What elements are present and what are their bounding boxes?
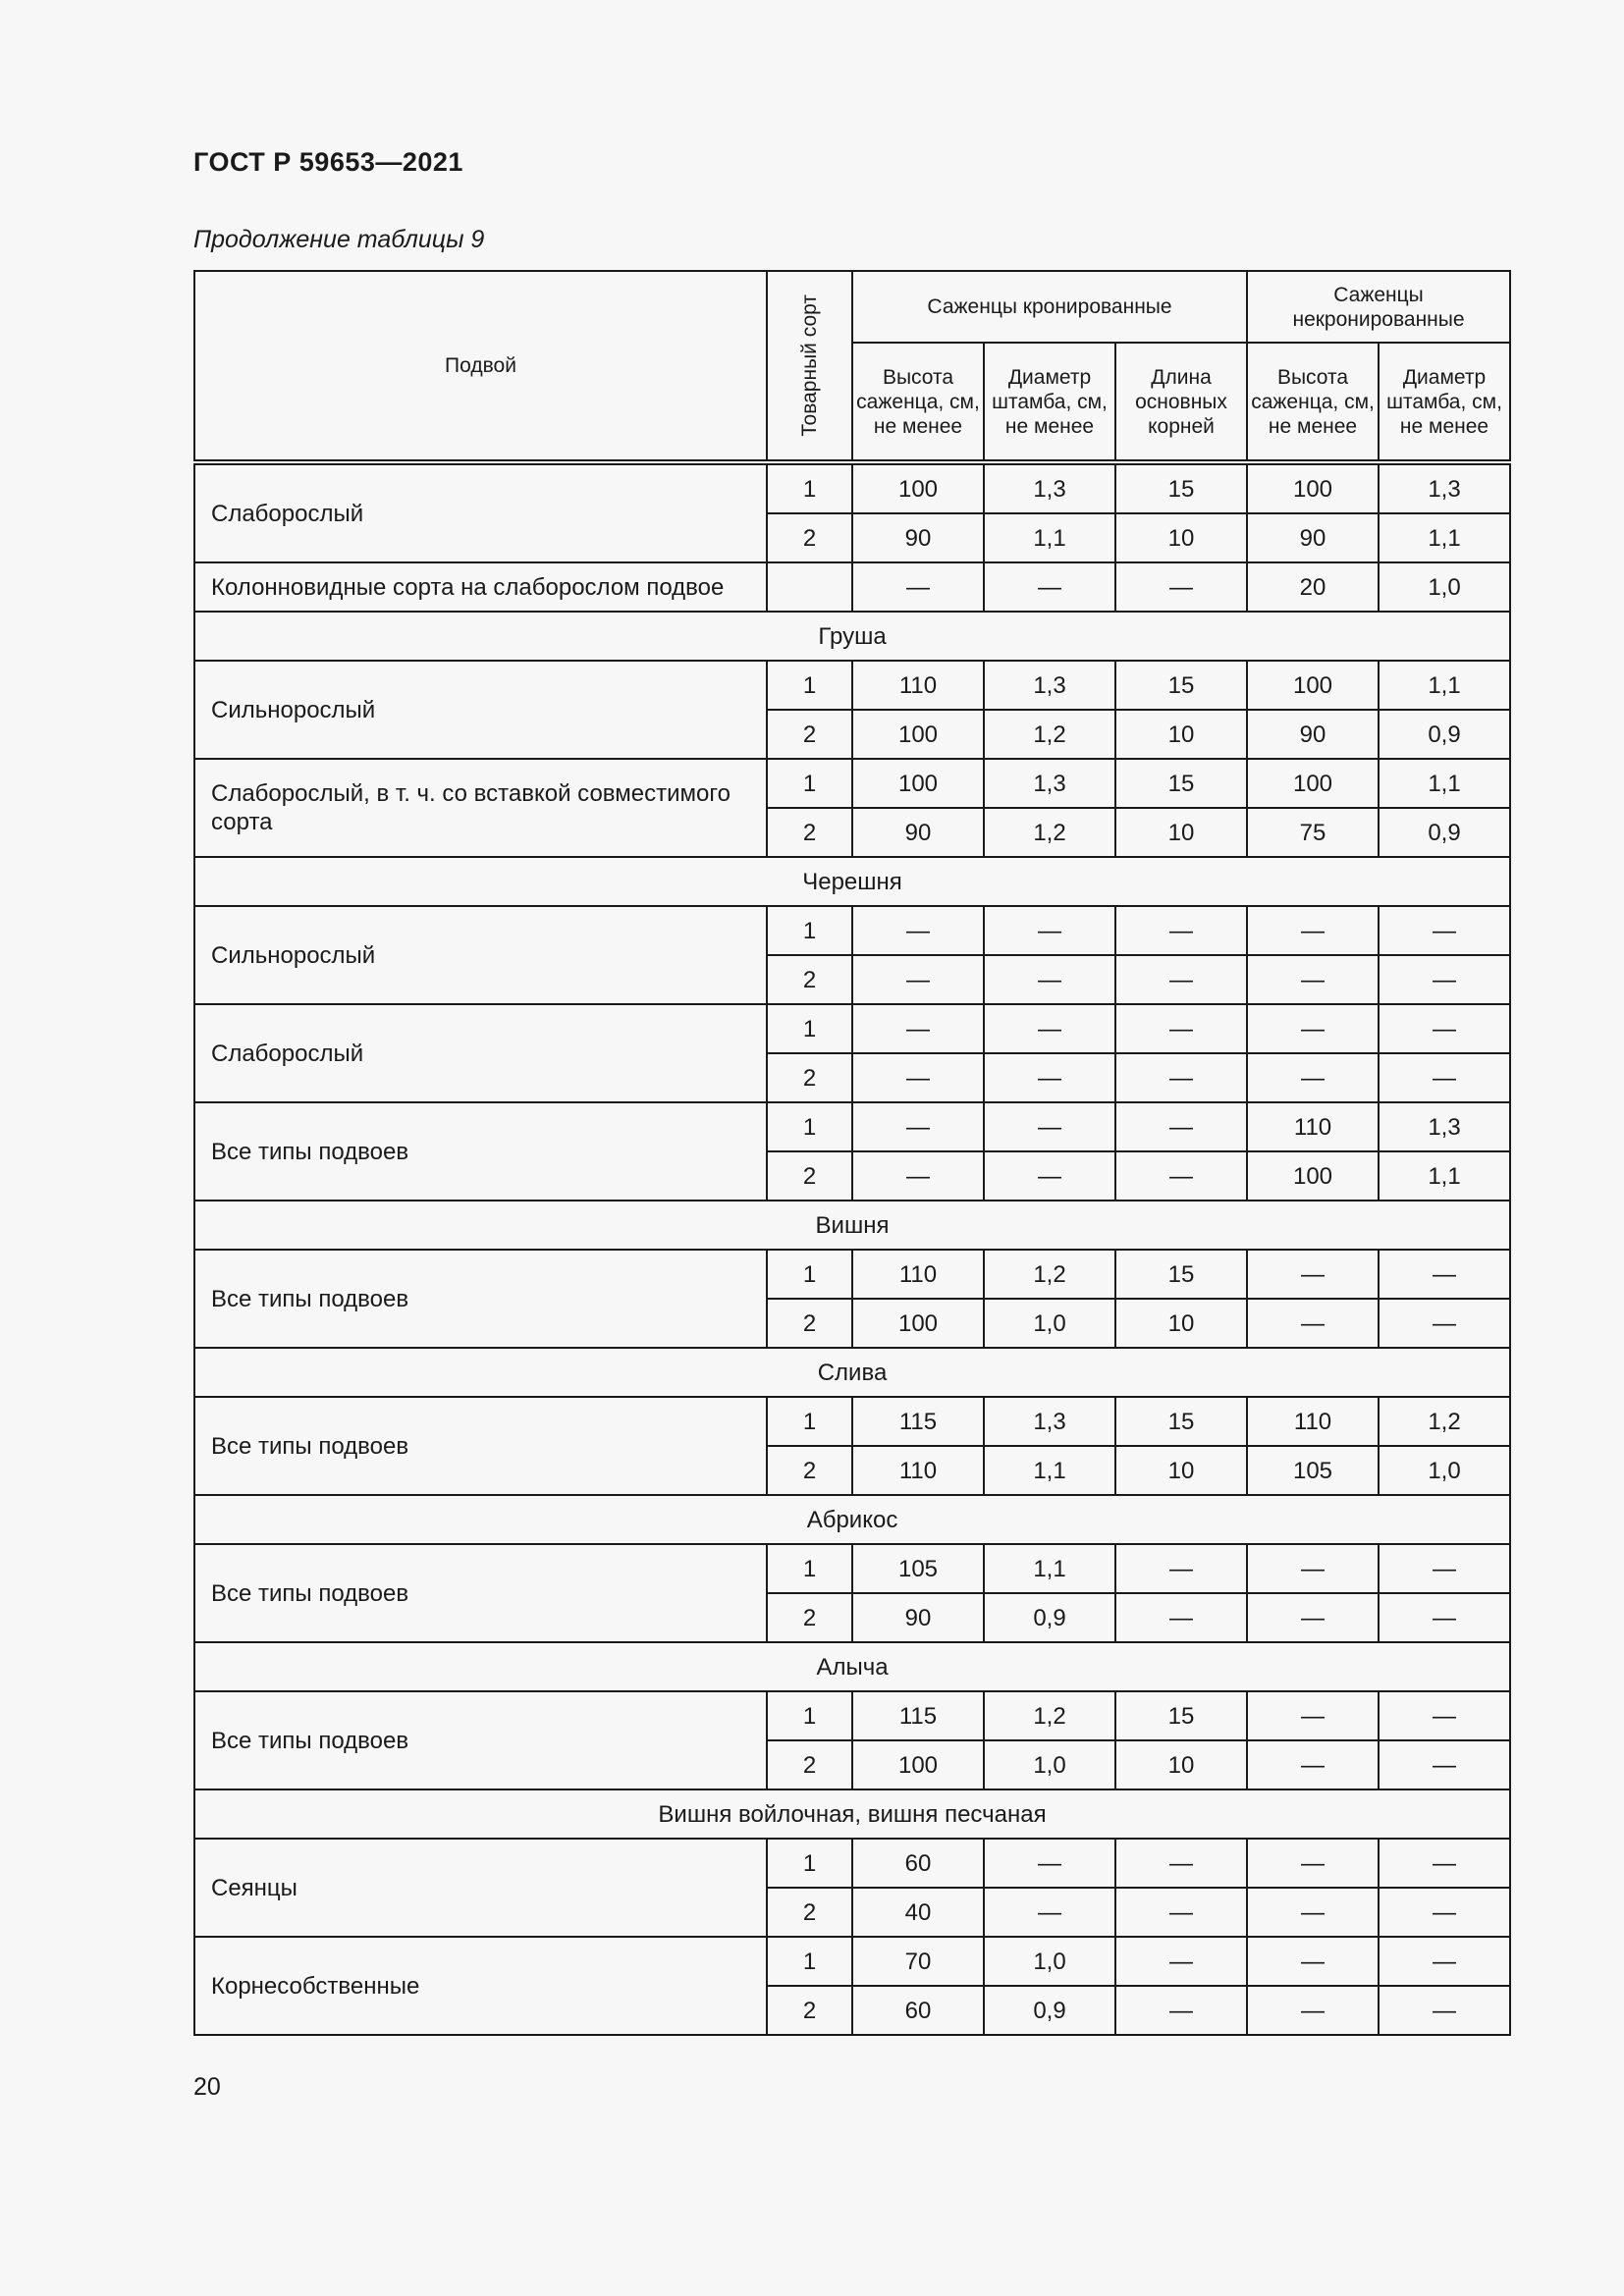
cell-c4: 105 xyxy=(1247,1446,1379,1495)
table-row xyxy=(194,1544,1510,1593)
table-row xyxy=(194,1004,1510,1053)
header-crowned-diameter: Диаметр штамба, см, не менее xyxy=(984,343,1115,462)
cell-c2: — xyxy=(984,906,1115,955)
cell-c3: 10 xyxy=(1115,513,1247,562)
cell-c2: — xyxy=(984,1839,1115,1888)
cell-grade: 1 xyxy=(767,1839,852,1888)
cell-c2: 1,3 xyxy=(984,661,1115,710)
cell-c1: 110 xyxy=(852,1446,984,1495)
cell-grade: 2 xyxy=(767,1986,852,2035)
cell-c3: 15 xyxy=(1115,1250,1247,1299)
cell-c5: 1,1 xyxy=(1379,661,1510,710)
table-group-row xyxy=(194,612,1510,661)
cell-c2: 1,2 xyxy=(984,1691,1115,1740)
table-row xyxy=(194,759,1510,808)
cell-c4: 20 xyxy=(1247,562,1379,612)
cell-c3: 10 xyxy=(1115,808,1247,857)
header-uncrowned-group: Саженцы некронированные xyxy=(1247,271,1510,343)
cell-c1: — xyxy=(852,1053,984,1102)
cell-c4: 100 xyxy=(1247,462,1379,513)
cell-grade: 2 xyxy=(767,1593,852,1642)
cell-c3: — xyxy=(1115,906,1247,955)
cell-c4: — xyxy=(1247,1593,1379,1642)
cell-c1: 90 xyxy=(852,513,984,562)
cell-c3: — xyxy=(1115,1937,1247,1986)
cell-c3: — xyxy=(1115,1986,1247,2035)
cell-c3: — xyxy=(1115,1053,1247,1102)
table-row xyxy=(194,1102,1510,1151)
cell-c2: 1,3 xyxy=(984,462,1115,513)
cell-c1: 100 xyxy=(852,710,984,759)
cell-c1: — xyxy=(852,1151,984,1201)
cell-c4: — xyxy=(1247,1691,1379,1740)
cell-c1: 110 xyxy=(852,661,984,710)
cell-podvoy: Все типы подвоев xyxy=(194,1544,767,1642)
cell-c5: — xyxy=(1379,1544,1510,1593)
group-heading: Груша xyxy=(194,612,1510,661)
cell-grade: 1 xyxy=(767,1691,852,1740)
cell-grade: 1 xyxy=(767,1397,852,1446)
table-body xyxy=(194,462,1510,2035)
group-heading: Вишня войлочная, вишня песчаная xyxy=(194,1789,1510,1839)
header-grade xyxy=(767,271,852,462)
cell-c1: 105 xyxy=(852,1544,984,1593)
cell-grade: 1 xyxy=(767,1544,852,1593)
cell-c3: — xyxy=(1115,1004,1247,1053)
cell-podvoy: Сеянцы xyxy=(194,1839,767,1937)
cell-c5: 1,1 xyxy=(1379,1151,1510,1201)
cell-c3: — xyxy=(1115,955,1247,1004)
table-group-row xyxy=(194,1348,1510,1397)
header-crowned-height: Высота саженца, см, не менее xyxy=(852,343,984,462)
cell-c4: — xyxy=(1247,1299,1379,1348)
cell-grade: 2 xyxy=(767,955,852,1004)
cell-c1: 90 xyxy=(852,808,984,857)
cell-c2: 1,1 xyxy=(984,513,1115,562)
cell-c5: 1,3 xyxy=(1379,462,1510,513)
cell-c5: 0,9 xyxy=(1379,710,1510,759)
cell-c4: 110 xyxy=(1247,1102,1379,1151)
cell-c4: — xyxy=(1247,1250,1379,1299)
cell-grade: 2 xyxy=(767,808,852,857)
cell-podvoy: Все типы подвоев xyxy=(194,1102,767,1201)
cell-c5: 1,2 xyxy=(1379,1397,1510,1446)
table-row xyxy=(194,906,1510,955)
cell-c3: 10 xyxy=(1115,1299,1247,1348)
cell-c2: 1,1 xyxy=(984,1446,1115,1495)
header-crowned-group: Саженцы кронированные xyxy=(852,271,1247,343)
cell-c3: 10 xyxy=(1115,710,1247,759)
cell-c2: — xyxy=(984,1004,1115,1053)
cell-c4: 90 xyxy=(1247,513,1379,562)
cell-c2: 1,1 xyxy=(984,1544,1115,1593)
group-heading: Черешня xyxy=(194,857,1510,906)
cell-c4: — xyxy=(1247,1053,1379,1102)
table-group-row xyxy=(194,1201,1510,1250)
table-row xyxy=(194,562,1510,612)
cell-c1: 115 xyxy=(852,1397,984,1446)
table-caption: Продолжение таблицы 9 xyxy=(193,226,485,253)
cell-c3: 15 xyxy=(1115,661,1247,710)
cell-grade: 1 xyxy=(767,661,852,710)
cell-grade: 2 xyxy=(767,513,852,562)
cell-c5: — xyxy=(1379,1299,1510,1348)
cell-c3: — xyxy=(1115,1888,1247,1937)
cell-c1: — xyxy=(852,955,984,1004)
cell-grade: 1 xyxy=(767,1102,852,1151)
cell-c5: — xyxy=(1379,1053,1510,1102)
table-row xyxy=(194,661,1510,710)
cell-c4: — xyxy=(1247,1544,1379,1593)
cell-grade: 2 xyxy=(767,1888,852,1937)
cell-c5: 1,3 xyxy=(1379,1102,1510,1151)
cell-c2: 1,3 xyxy=(984,759,1115,808)
cell-c2: — xyxy=(984,1151,1115,1201)
cell-grade: 1 xyxy=(767,906,852,955)
cell-c1: 70 xyxy=(852,1937,984,1986)
cell-grade: 2 xyxy=(767,1446,852,1495)
table-row xyxy=(194,1397,1510,1446)
cell-c1: — xyxy=(852,1102,984,1151)
seedlings-table xyxy=(193,270,1511,2036)
cell-c2: 1,0 xyxy=(984,1937,1115,1986)
cell-c2: 1,0 xyxy=(984,1299,1115,1348)
cell-c5: — xyxy=(1379,906,1510,955)
header-crowned-root-length: Длина основных корней xyxy=(1115,343,1247,462)
cell-c2: 1,3 xyxy=(984,1397,1115,1446)
cell-c4: — xyxy=(1247,1937,1379,1986)
header-uncrowned-diameter: Диаметр штамба, см, не менее xyxy=(1379,343,1510,462)
cell-c2: — xyxy=(984,562,1115,612)
cell-grade: 2 xyxy=(767,1299,852,1348)
cell-podvoy: Корнесобственные xyxy=(194,1937,767,2035)
cell-podvoy: Слаборослый xyxy=(194,1004,767,1102)
cell-c3: 15 xyxy=(1115,1397,1247,1446)
cell-podvoy: Сильнорослый xyxy=(194,661,767,759)
group-heading: Абрикос xyxy=(194,1495,1510,1544)
cell-grade: 1 xyxy=(767,462,852,513)
table-row xyxy=(194,1250,1510,1299)
cell-grade: 2 xyxy=(767,1740,852,1789)
cell-c5: 1,1 xyxy=(1379,759,1510,808)
cell-c2: — xyxy=(984,1053,1115,1102)
cell-grade: 2 xyxy=(767,710,852,759)
cell-c5: — xyxy=(1379,1937,1510,1986)
cell-c3: — xyxy=(1115,1593,1247,1642)
header-podvoy: Подвой xyxy=(194,271,767,462)
cell-c4: — xyxy=(1247,906,1379,955)
cell-c2: 1,2 xyxy=(984,808,1115,857)
cell-grade: 1 xyxy=(767,1937,852,1986)
cell-c4: 75 xyxy=(1247,808,1379,857)
cell-grade: 2 xyxy=(767,1053,852,1102)
table-group-row xyxy=(194,1495,1510,1544)
cell-c1: — xyxy=(852,562,984,612)
cell-c3: 10 xyxy=(1115,1740,1247,1789)
cell-c4: 100 xyxy=(1247,1151,1379,1201)
cell-c1: 100 xyxy=(852,462,984,513)
cell-c2: 1,2 xyxy=(984,710,1115,759)
cell-c5: — xyxy=(1379,1250,1510,1299)
table-group-row xyxy=(194,1642,1510,1691)
group-heading: Слива xyxy=(194,1348,1510,1397)
cell-c2: — xyxy=(984,1102,1115,1151)
cell-grade xyxy=(767,562,852,612)
cell-c4: — xyxy=(1247,1888,1379,1937)
cell-c5: — xyxy=(1379,1691,1510,1740)
cell-c2: 1,0 xyxy=(984,1740,1115,1789)
group-heading: Вишня xyxy=(194,1201,1510,1250)
cell-c3: 15 xyxy=(1115,462,1247,513)
cell-podvoy: Сильнорослый xyxy=(194,906,767,1004)
cell-c5: — xyxy=(1379,1004,1510,1053)
cell-c4: 100 xyxy=(1247,759,1379,808)
cell-podvoy: Все типы подвоев xyxy=(194,1397,767,1495)
cell-c3: 10 xyxy=(1115,1446,1247,1495)
cell-c4: 110 xyxy=(1247,1397,1379,1446)
cell-c4: — xyxy=(1247,1986,1379,2035)
cell-c3: — xyxy=(1115,1151,1247,1201)
cell-c3: — xyxy=(1115,562,1247,612)
cell-c1: 100 xyxy=(852,759,984,808)
cell-c5: — xyxy=(1379,1740,1510,1789)
cell-grade: 1 xyxy=(767,1250,852,1299)
cell-c2: 0,9 xyxy=(984,1593,1115,1642)
cell-c4: 100 xyxy=(1247,661,1379,710)
table-row xyxy=(194,1839,1510,1888)
cell-c4: — xyxy=(1247,955,1379,1004)
cell-c1: 60 xyxy=(852,1986,984,2035)
cell-c1: 40 xyxy=(852,1888,984,1937)
cell-c5: — xyxy=(1379,1888,1510,1937)
cell-c5: 1,0 xyxy=(1379,562,1510,612)
table-group-row xyxy=(194,857,1510,906)
cell-c1: 100 xyxy=(852,1299,984,1348)
cell-c1: — xyxy=(852,906,984,955)
header-grade-label: Товарный сорт xyxy=(798,294,821,437)
group-heading: Алыча xyxy=(194,1642,1510,1691)
cell-podvoy: Слаборослый xyxy=(194,462,767,562)
cell-c1: 100 xyxy=(852,1740,984,1789)
cell-c1: 90 xyxy=(852,1593,984,1642)
cell-podvoy: Все типы подвоев xyxy=(194,1250,767,1348)
cell-c4: 90 xyxy=(1247,710,1379,759)
cell-podvoy: Все типы подвоев xyxy=(194,1691,767,1789)
cell-grade: 2 xyxy=(767,1151,852,1201)
table-row xyxy=(194,462,1510,513)
cell-c3: 15 xyxy=(1115,759,1247,808)
cell-c4: — xyxy=(1247,1004,1379,1053)
cell-grade: 1 xyxy=(767,1004,852,1053)
cell-c1: 115 xyxy=(852,1691,984,1740)
cell-c5: — xyxy=(1379,1593,1510,1642)
cell-c5: — xyxy=(1379,1986,1510,2035)
cell-c3: — xyxy=(1115,1544,1247,1593)
cell-podvoy: Слаборослый, в т. ч. со вставкой совместимого сорта xyxy=(194,759,767,857)
cell-c3: — xyxy=(1115,1102,1247,1151)
cell-c2: — xyxy=(984,1888,1115,1937)
table-row xyxy=(194,1691,1510,1740)
cell-c4: — xyxy=(1247,1740,1379,1789)
cell-c5: 1,0 xyxy=(1379,1446,1510,1495)
cell-grade: 1 xyxy=(767,759,852,808)
cell-c5: 0,9 xyxy=(1379,808,1510,857)
cell-c2: — xyxy=(984,955,1115,1004)
standard-title: ГОСТ Р 59653—2021 xyxy=(193,147,463,177)
cell-podvoy: Колонновидные сорта на слаборослом подвое xyxy=(194,562,767,612)
header-uncrowned-height: Высота саженца, см, не менее xyxy=(1247,343,1379,462)
cell-c5: — xyxy=(1379,1839,1510,1888)
cell-c4: — xyxy=(1247,1839,1379,1888)
page-number: 20 xyxy=(193,2073,221,2101)
cell-c5: 1,1 xyxy=(1379,513,1510,562)
cell-c1: — xyxy=(852,1004,984,1053)
cell-c2: 0,9 xyxy=(984,1986,1115,2035)
cell-c5: — xyxy=(1379,955,1510,1004)
cell-c3: — xyxy=(1115,1839,1247,1888)
table-group-row xyxy=(194,1789,1510,1839)
cell-c3: 15 xyxy=(1115,1691,1247,1740)
cell-c1: 60 xyxy=(852,1839,984,1888)
table-row xyxy=(194,1937,1510,1986)
cell-c2: 1,2 xyxy=(984,1250,1115,1299)
cell-c1: 110 xyxy=(852,1250,984,1299)
